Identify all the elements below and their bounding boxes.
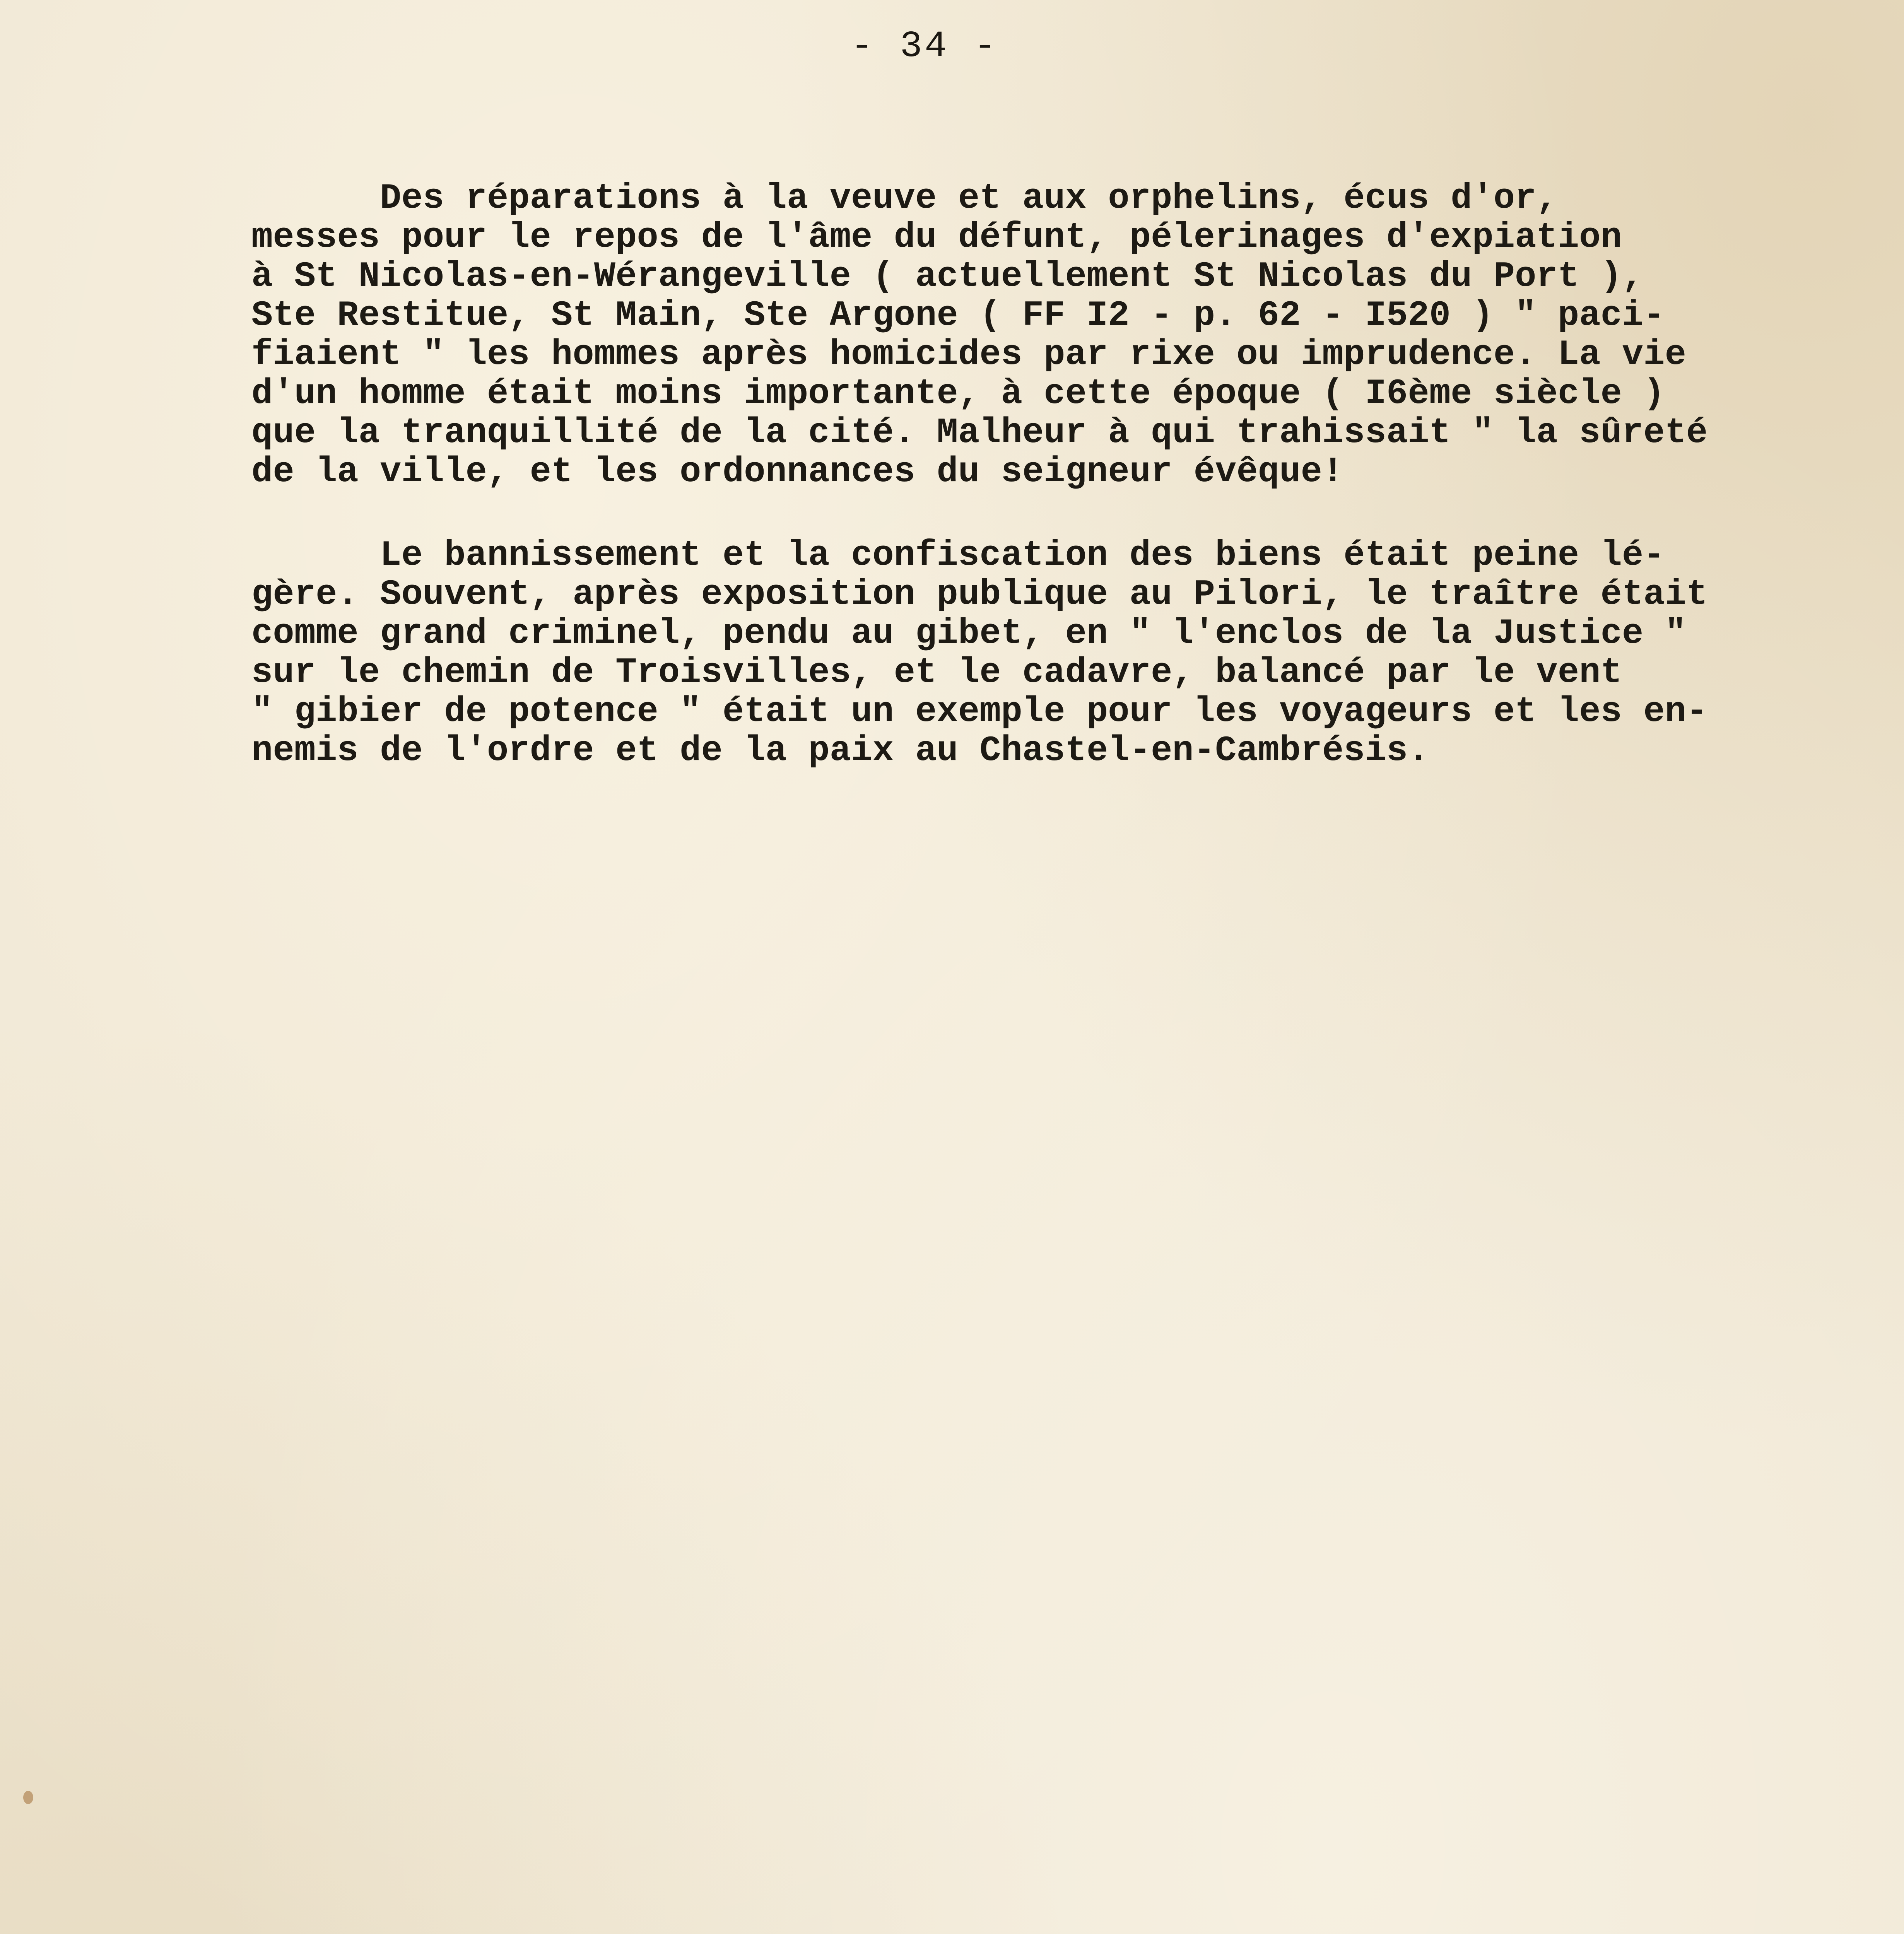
text-line: nemis de l'ordre et de la paix au Chastel-en-Cambrésis. xyxy=(251,730,1429,771)
text-line: Le bannissement et la confiscation des biens était peine lé- xyxy=(251,535,1665,576)
text-line: messes pour le repos de l'âme du défunt, pélerinages d'expiation xyxy=(251,217,1622,258)
text-line: gère. Souvent, après exposition publique au Pilori, le traître était xyxy=(251,574,1708,615)
text-line: " gibier de potence " était un exemple pour les voyageurs et les en- xyxy=(251,691,1708,732)
text-line: à St Nicolas-en-Wérangeville ( actuellement St Nicolas du Port ), xyxy=(251,256,1644,297)
text-line: de la ville, et les ordonnances du seigneur évêque! xyxy=(251,451,1344,492)
paragraph-reparations xyxy=(251,179,1857,491)
text-line: d'un homme était moins importante, à cette époque ( I6ème siècle ) xyxy=(251,373,1665,414)
text-line: sur le chemin de Troisvilles, et le cadavre, balancé par le vent xyxy=(251,652,1622,693)
text-line: Des réparations à la veuve et aux orphelins, écus d'or, xyxy=(251,178,1558,219)
text-line: comme grand criminel, pendu au gibet, en " l'enclos de la Justice " xyxy=(251,613,1687,654)
paragraph-bannissement xyxy=(251,536,1857,770)
text-line: Ste Restitue, St Main, Ste Argone ( FF I2 - p. 62 - I520 ) " paci- xyxy=(251,295,1665,336)
page-number: - 34 - xyxy=(851,25,998,67)
text-line: que la tranquillité de la cité. Malheur à qui trahissait " la sûreté xyxy=(251,412,1708,453)
text-line: fiaient " les hommes après homicides par rixe ou imprudence. La vie xyxy=(251,334,1687,375)
paper-stain xyxy=(23,1791,33,1804)
